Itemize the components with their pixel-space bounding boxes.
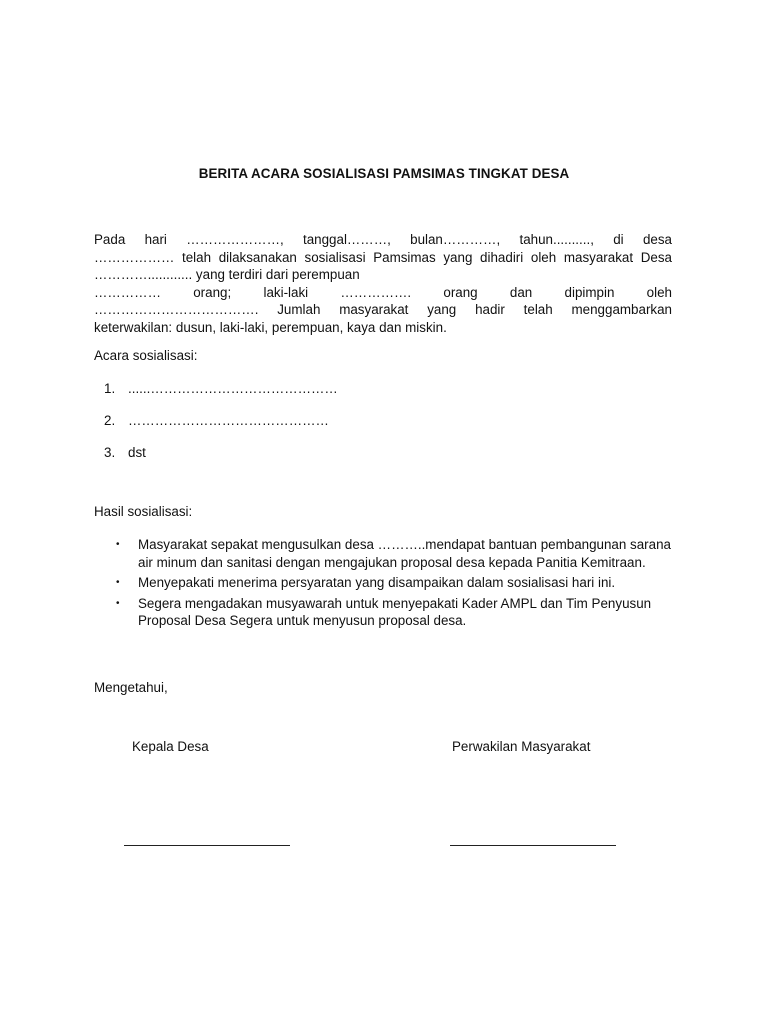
list-item — [104, 380, 338, 412]
intro-line: Pada hari …………………, tanggal………, bulan…………, tahun.........., di desa — [94, 232, 672, 247]
list-item-text: Menyepakati menerima persyaratan yang disampaikan dalam sosialisasi hari ini. — [138, 575, 616, 591]
signature-label-left: Kepala Desa — [132, 739, 209, 754]
signature-line-left — [124, 845, 290, 846]
intro-line: ………………………………. Jumlah masyarakat yang hadir telah menggambarkan — [94, 302, 672, 318]
list-item-text: ……………………………………… — [128, 413, 329, 428]
list-item-number: 3. — [104, 445, 116, 460]
acara-heading: Acara sosialisasi: — [94, 348, 198, 363]
bullet-icon: • — [116, 597, 120, 609]
list-item-text: Segera mengadakan musyawarah untuk menyepakati Kader AMPL dan Tim Penyusun Proposal Desa Segera untuk menyusun proposal desa. — [138, 595, 652, 629]
intro-line: …………… orang; laki-laki ……………. orang dan dipimpin oleh — [94, 284, 672, 300]
list-item-text: Masyarakat sepakat mengusulkan desa ………..mendapat bantuan pembangunan sarana air minum dan sanitasi dengan mengajukan proposal desa kepada Panitia Kemitraan. — [138, 537, 671, 570]
list-item — [104, 444, 338, 476]
list-item-number: 1. — [104, 381, 116, 396]
mengetahui-label: Mengetahui, — [94, 680, 168, 695]
hasil-heading: Hasil sosialisasi: — [94, 504, 193, 519]
acara-list — [104, 380, 338, 476]
intro-line: …………............ yang terdiri dari perempuan — [94, 267, 360, 283]
intro-paragraph — [94, 231, 672, 337]
bullet-icon: • — [116, 577, 120, 589]
intro-line: ……………… telah dilaksanakan sosialisasi Pamsimas yang dihadiri oleh masyarakat Desa — [94, 249, 672, 265]
list-item — [116, 574, 672, 592]
list-item — [116, 536, 672, 571]
intro-line: keterwakilan: dusun, laki-laki, perempuan, kaya dan miskin. — [94, 319, 447, 335]
list-item — [116, 595, 672, 630]
list-item-text: ......…………………………………… — [128, 381, 338, 396]
signature-label-right: Perwakilan Masyarakat — [452, 739, 591, 754]
list-item-number: 2. — [104, 413, 116, 428]
bullet-icon: • — [116, 539, 120, 550]
list-item-text: dst — [128, 445, 146, 460]
list-item — [104, 412, 338, 444]
signature-line-right — [450, 845, 616, 846]
hasil-list — [116, 536, 672, 633]
document-title: BERITA ACARA SOSIALISASI PAMSIMAS TINGKAT DESA — [198, 166, 570, 181]
